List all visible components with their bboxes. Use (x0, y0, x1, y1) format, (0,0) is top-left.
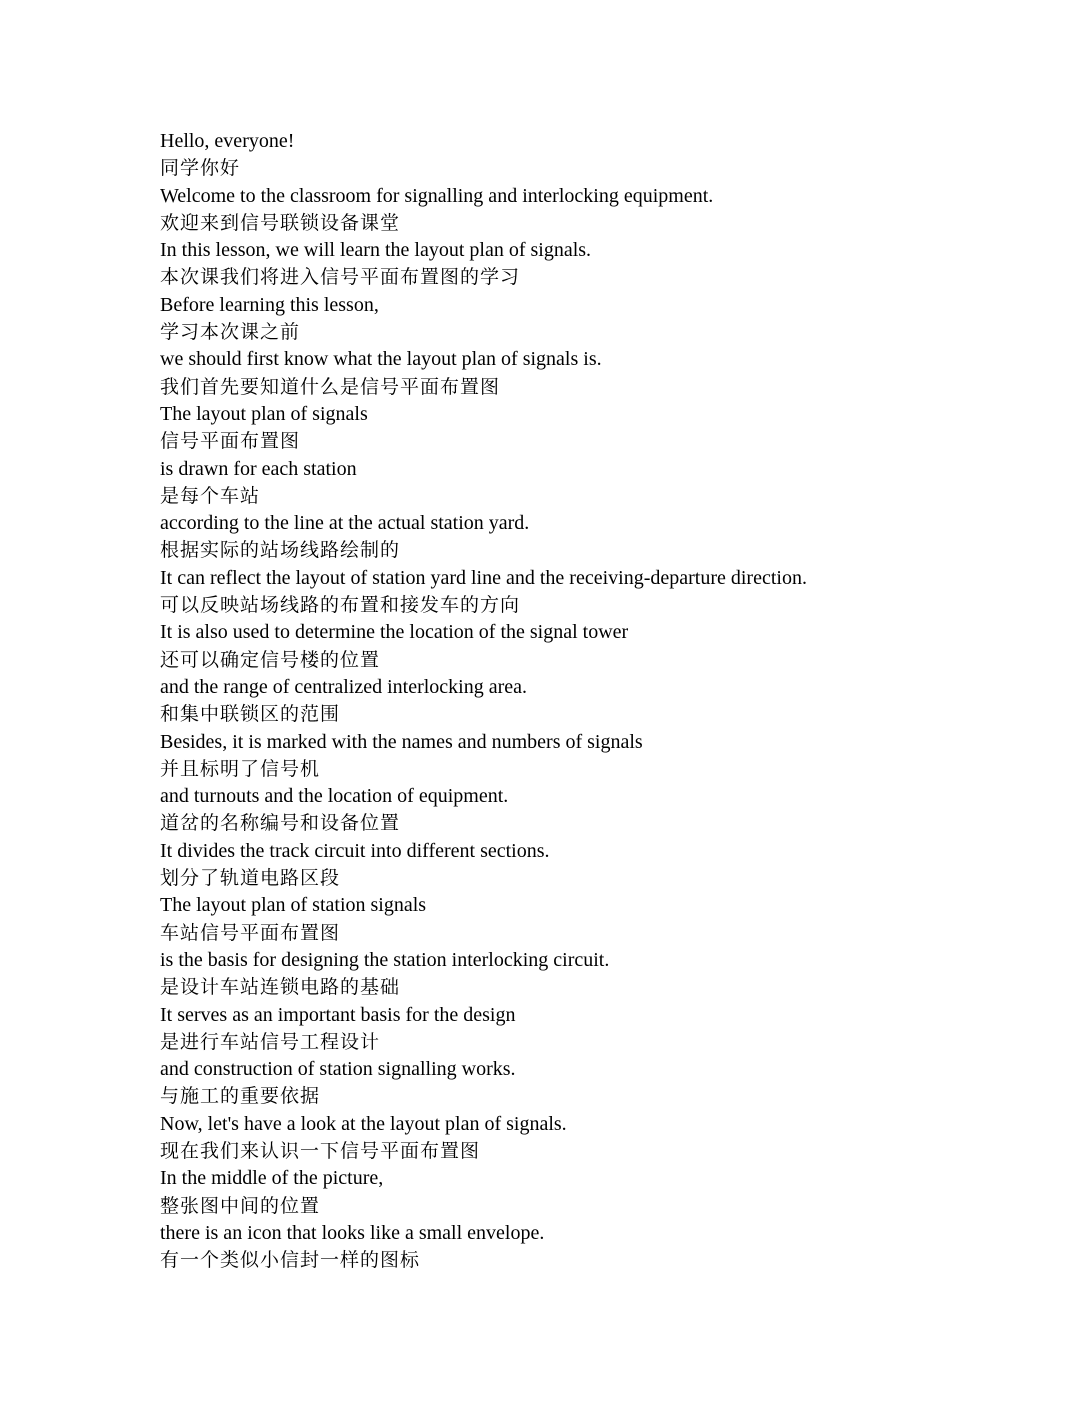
chinese-line: 我们首先要知道什么是信号平面布置图 (160, 375, 501, 398)
chinese-line: 是每个车站 (160, 484, 261, 507)
english-line: and turnouts and the location of equipment. (160, 785, 509, 808)
english-line: and the range of centralized interlocking area. (160, 675, 528, 698)
chinese-line: 整张图中间的位置 (160, 1194, 321, 1217)
chinese-line: 同学你好 (160, 157, 241, 180)
english-line: according to the line at the actual station yard. (160, 512, 530, 535)
chinese-line: 根据实际的站场线路绘制的 (160, 539, 401, 562)
english-line: and construction of station signalling works. (160, 1058, 516, 1081)
english-line: we should first know what the layout plan of signals is. (160, 348, 602, 371)
english-line: It is also used to determine the location of the signal tower (160, 621, 629, 644)
chinese-line: 还可以确定信号楼的位置 (160, 648, 381, 671)
english-line: is drawn for each station (160, 457, 357, 480)
english-line: The layout plan of station signals (160, 894, 427, 917)
chinese-line: 道岔的名称编号和设备位置 (160, 812, 401, 835)
english-line: In this lesson, we will learn the layout plan of signals. (160, 239, 592, 262)
chinese-line: 是设计车站连锁电路的基础 (160, 976, 401, 999)
english-line: Hello, everyone! (160, 130, 295, 152)
english-line: It divides the track circuit into different sections. (160, 839, 550, 862)
chinese-line: 现在我们来认识一下信号平面布置图 (160, 1139, 481, 1162)
chinese-line: 信号平面布置图 (160, 430, 301, 453)
chinese-line: 划分了轨道电路区段 (160, 867, 341, 890)
bilingual-transcript (160, 128, 1040, 1274)
english-line: Besides, it is marked with the names and numbers of signals (160, 730, 643, 753)
chinese-line: 有一个类似小信封一样的图标 (160, 1249, 421, 1272)
chinese-line: 和集中联锁区的范围 (160, 703, 341, 726)
english-line: Before learning this lesson, (160, 293, 379, 316)
english-line: The layout plan of signals (160, 402, 368, 425)
chinese-line: 车站信号平面布置图 (160, 921, 341, 944)
chinese-line: 学习本次课之前 (160, 321, 301, 344)
english-line: It serves as an important basis for the design (160, 1003, 516, 1026)
english-line: It can reflect the layout of station yard line and the receiving-departure direction. (160, 566, 807, 589)
chinese-line: 与施工的重要依据 (160, 1085, 321, 1108)
english-line: Now, let's have a look at the layout plan of signals. (160, 1112, 567, 1135)
chinese-line: 本次课我们将进入信号平面布置图的学习 (160, 266, 521, 289)
english-line: there is an icon that looks like a small envelope. (160, 1221, 545, 1244)
chinese-line: 并且标明了信号机 (160, 757, 321, 780)
english-line: is the basis for designing the station interlocking circuit. (160, 948, 610, 971)
english-line: Welcome to the classroom for signalling and interlocking equipment. (160, 184, 714, 207)
english-line: In the middle of the picture, (160, 1167, 384, 1190)
chinese-line: 可以反映站场线路的布置和接发车的方向 (160, 594, 521, 617)
chinese-line: 是进行车站信号工程设计 (160, 1030, 381, 1053)
chinese-line: 欢迎来到信号联锁设备课堂 (160, 211, 401, 234)
